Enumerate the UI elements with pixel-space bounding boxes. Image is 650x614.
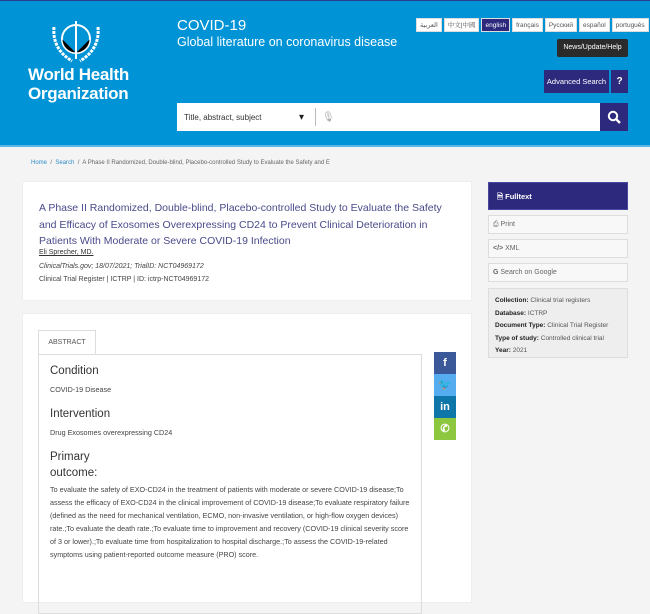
advanced-search-button[interactable]: Advanced Search xyxy=(544,70,609,93)
divider xyxy=(315,108,316,126)
primary-heading-line1: Primary xyxy=(50,451,90,463)
intervention-text: Drug Exosomes overexpressing CD24 xyxy=(50,428,173,437)
chevron-down-icon[interactable]: ▾ xyxy=(299,111,305,123)
breadcrumb-current: A Phase II Randomized, Double-blind, Placebo-controlled Study to Evaluate the Safety and E xyxy=(82,160,330,166)
search-input[interactable] xyxy=(335,103,628,131)
google-label: Search on Google xyxy=(500,269,557,276)
primary-outcome-text: To evaluate the safety of EXO-CD24 in the treatment of patients with moderate or severe COVID-19 disease;To assess the efficacy of EXO-CD24 in the clinical improvement of COVID-19 disease;To evaluate respiratory failure (defined as the need for mechanical ventilation, ECMO, non-invasive ventilation, or high-flow oxygen devices) rate.;To evaluate the death rate.;To evaluate time to improvement and recovery (COVID-19 clinical severity score of 3 or lower).;To evaluate time from hospitalization to hospital discharge.;To assess the COVID-19-related symptoms using patient-reported outcome measure (PRO) score. xyxy=(50,485,410,559)
app-title: COVID-19 xyxy=(177,17,247,34)
who-emblem-icon[interactable] xyxy=(48,17,104,69)
intervention-heading: Intervention xyxy=(50,408,111,420)
condition-heading: Condition xyxy=(50,365,99,377)
lang-spanish[interactable]: español xyxy=(579,18,610,32)
tab-abstract[interactable]: ABSTRACT xyxy=(38,330,96,354)
breadcrumb-search[interactable]: Search xyxy=(55,160,75,166)
search-bar xyxy=(177,103,628,131)
info-database: Database: ICTRP xyxy=(495,309,548,317)
app-subtitle: Global literature on coronavirus disease xyxy=(177,35,398,49)
record-info-box xyxy=(488,288,628,358)
sidebar xyxy=(488,182,628,358)
record-header-card xyxy=(22,181,472,301)
lang-russian[interactable]: Русский xyxy=(545,18,577,32)
condition-text: COVID-19 Disease xyxy=(50,385,112,394)
xml-button[interactable] xyxy=(488,239,628,258)
language-selector xyxy=(416,18,649,32)
breadcrumb: Home / Search / A Phase II Randomized, Double-blind, Placebo-controlled Study to Evaluate the Safety and E xyxy=(31,160,330,166)
fulltext-label: Fulltext xyxy=(505,192,532,201)
fulltext-button[interactable] xyxy=(488,182,628,210)
logo-line-1: World Health xyxy=(28,65,129,84)
primary-outcome-heading xyxy=(50,451,410,479)
record-register: Clinical Trial Register | ICTRP | ID: ictrp-NCT04969172 xyxy=(39,276,210,283)
print-label: Print xyxy=(500,221,515,228)
code-icon: </> xyxy=(493,245,506,252)
search-button[interactable] xyxy=(600,103,628,131)
whatsapp-icon[interactable]: ✆ xyxy=(434,418,456,440)
info-year: Year: 2021 xyxy=(495,347,528,354)
print-button[interactable] xyxy=(488,215,628,234)
abstract-card xyxy=(22,313,472,603)
print-icon: ⎙ xyxy=(493,221,501,228)
primary-heading-line2: outcome: xyxy=(50,467,98,479)
record-source: ClinicalTrials.gov; 18/07/2021; TrialID: NCT04969172 xyxy=(39,263,204,270)
logo-line-2: Organization xyxy=(28,84,129,103)
microphone-icon[interactable]: 🎙 xyxy=(322,111,335,123)
twitter-icon[interactable]: 🐦 xyxy=(434,374,456,396)
linkedin-icon[interactable]: in xyxy=(434,396,456,418)
google-icon: G xyxy=(493,269,501,276)
lang-french[interactable]: français xyxy=(512,18,543,32)
info-study-type: Type of study: Controlled clinical trial xyxy=(495,334,604,342)
search-google-button[interactable] xyxy=(488,263,628,282)
record-title: A Phase II Randomized, Double-blind, Placebo-controlled Study to Evaluate the Safety and Efficacy of Exosomes Overexpressing CD24 to Prevent Clinical Deterioration in Patients With Moderate or Severe COVID-19 Infection xyxy=(39,202,442,247)
who-logo-text[interactable] xyxy=(28,65,129,103)
document-icon: 🗎 xyxy=(497,192,506,201)
info-collection: Collection: Clinical trial registers xyxy=(495,297,591,304)
lang-arabic[interactable]: العربية xyxy=(416,18,442,32)
news-update-help-button[interactable]: News/Update/Help xyxy=(557,39,628,57)
search-icon xyxy=(607,110,621,124)
author-link[interactable]: Eli Sprecher, MD. xyxy=(39,249,94,256)
info-document-type: Document Type: Clinical Trial Register xyxy=(495,322,609,329)
social-share xyxy=(434,352,456,440)
abstract-content xyxy=(38,354,422,614)
site-header xyxy=(0,0,650,147)
lang-english[interactable]: english xyxy=(481,18,510,32)
facebook-icon[interactable]: f xyxy=(434,352,456,374)
xml-label: XML xyxy=(505,245,520,252)
breadcrumb-home[interactable]: Home xyxy=(31,160,48,166)
help-button[interactable]: ? xyxy=(611,70,628,93)
lang-chinese[interactable]: 中文|中國 xyxy=(444,18,480,32)
search-field-select[interactable]: Title, abstract, subject xyxy=(184,112,262,122)
lang-portuguese[interactable]: português xyxy=(612,18,649,32)
